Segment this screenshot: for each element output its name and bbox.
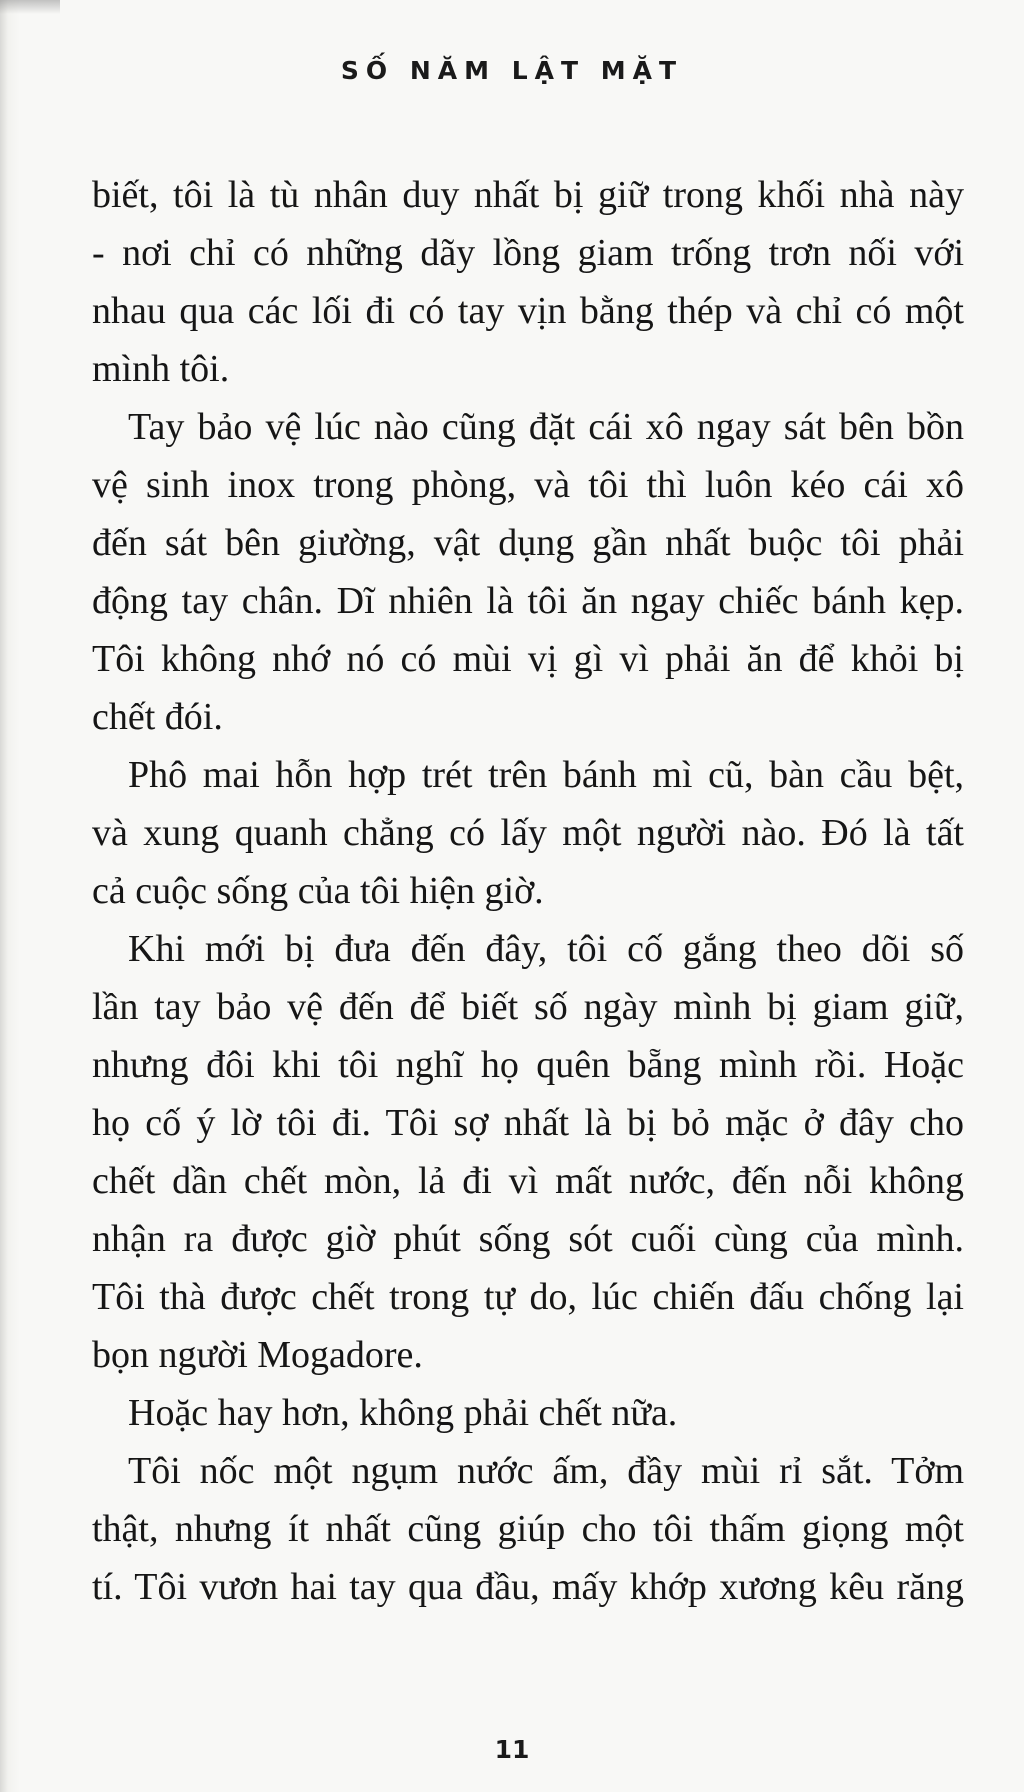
text-line: cả cuộc sống của tôi hiện giờ. xyxy=(92,870,544,912)
text-line: - nơi chỉ có những dãy lồng giam trống trơn nối với xyxy=(92,232,964,274)
text-line: Tôi nốc một ngụm nước ấm, đầy mùi rỉ sắt. Tởm xyxy=(128,1450,964,1492)
text-line: và xung quanh chẳng có lấy một người nào. Đó là tất xyxy=(92,812,964,854)
running-header: SỐ NĂM LẬT MẶT xyxy=(340,56,684,85)
text-line: biết, tôi là tù nhân duy nhất bị giữ trong khối nhà này xyxy=(92,174,964,216)
text-line: lần tay bảo vệ đến để biết số ngày mình bị giam giữ, xyxy=(92,986,964,1028)
text-line: nhưng đôi khi tôi nghĩ họ quên bẵng mình rồi. Hoặc xyxy=(92,1044,964,1086)
text-line: chết đói. xyxy=(92,696,223,738)
text-line: thật, nhưng ít nhất cũng giúp cho tôi thấm giọng một xyxy=(92,1508,964,1550)
body-text xyxy=(92,166,964,1616)
text-line: nhận ra được giờ phút sống sót cuối cùng của mình. xyxy=(92,1218,964,1260)
text-line: mình tôi. xyxy=(92,348,230,390)
text-line: Tôi thà được chết trong tự do, lúc chiến đấu chống lại xyxy=(92,1276,964,1318)
text-line: bọn người Mogadore. xyxy=(92,1334,423,1376)
text-line: chết dần chết mòn, lả đi vì mất nước, đến nỗi không xyxy=(92,1160,964,1202)
text-line: vệ sinh inox trong phòng, và tôi thì luôn kéo cái xô xyxy=(92,464,964,506)
text-line: Tay bảo vệ lúc nào cũng đặt cái xô ngay sát bên bồn xyxy=(128,406,964,448)
text-line: tí. Tôi vươn hai tay qua đầu, mấy khớp xương kêu răng xyxy=(92,1566,964,1608)
text-line: Hoặc hay hơn, không phải chết nữa. xyxy=(128,1392,678,1434)
text-line: động tay chân. Dĩ nhiên là tôi ăn ngay chiếc bánh kẹp. xyxy=(92,580,964,622)
text-line: đến sát bên giường, vật dụng gần nhất buộc tôi phải xyxy=(92,522,964,564)
page-number: 11 xyxy=(494,1735,530,1764)
page-corner-shadow xyxy=(0,0,60,14)
text-line: nhau qua các lối đi có tay vịn bằng thép và chỉ có một xyxy=(92,290,964,332)
text-line: họ cố ý lờ tôi đi. Tôi sợ nhất là bị bỏ mặc ở đây cho xyxy=(92,1102,964,1144)
text-line: Khi mới bị đưa đến đây, tôi cố gắng theo dõi số xyxy=(128,928,964,970)
text-line: Tôi không nhớ nó có mùi vị gì vì phải ăn để khỏi bị xyxy=(92,638,964,680)
text-line: Phô mai hỗn hợp trét trên bánh mì cũ, bàn cầu bệt, xyxy=(128,754,964,796)
